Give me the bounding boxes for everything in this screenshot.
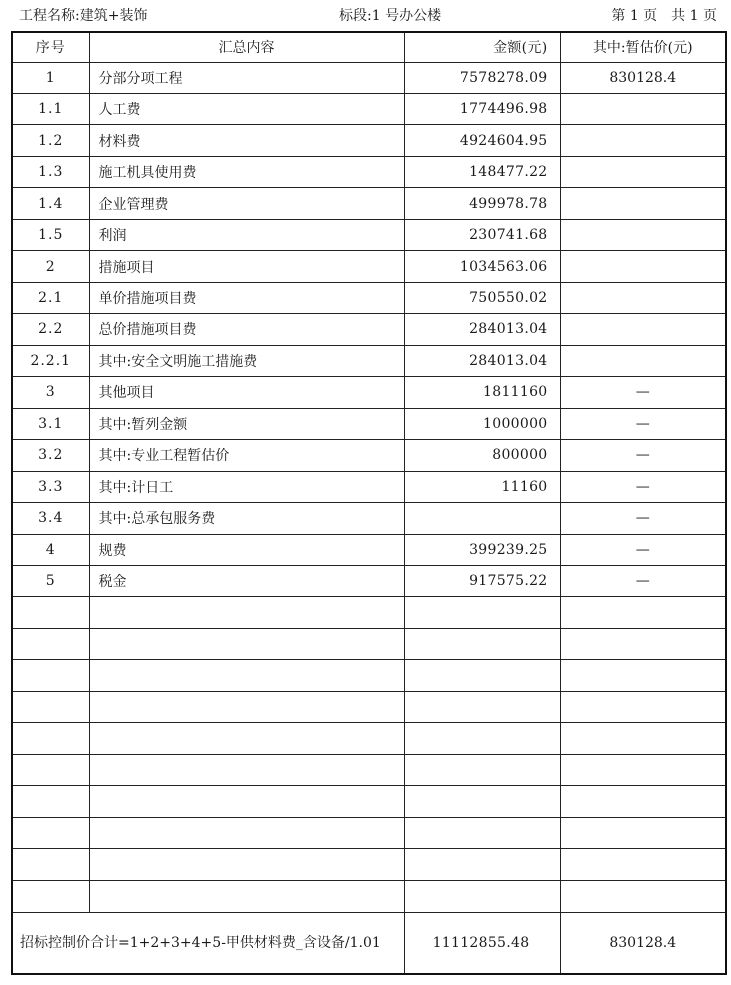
row-amount: 499978.78: [404, 188, 560, 219]
row-estimate: —: [560, 408, 726, 439]
row-estimate: —: [560, 566, 726, 597]
row-estimate: —: [560, 534, 726, 565]
row-number: 1: [12, 62, 89, 93]
page-header: [0, 0, 731, 28]
row-number: 2: [12, 251, 89, 282]
empty-cell: [404, 691, 560, 722]
empty-row: [12, 597, 726, 628]
empty-cell: [12, 723, 89, 754]
row-amount: 7578278.09: [404, 62, 560, 93]
empty-row: [12, 628, 726, 659]
table-row: [12, 62, 726, 93]
empty-cell: [89, 817, 404, 848]
row-amount: 284013.04: [404, 314, 560, 345]
row-number: 2.2: [12, 314, 89, 345]
empty-cell: [12, 754, 89, 785]
empty-cell: [404, 754, 560, 785]
table-row: [12, 534, 726, 565]
row-amount: 917575.22: [404, 566, 560, 597]
empty-row: [12, 849, 726, 880]
empty-cell: [560, 691, 726, 722]
row-amount: 230741.68: [404, 219, 560, 250]
row-content: 单价措施项目费: [89, 282, 404, 313]
row-amount: 11160: [404, 471, 560, 502]
empty-cell: [89, 628, 404, 659]
row-estimate: [560, 93, 726, 124]
row-content: 利润: [89, 219, 404, 250]
empty-cell: [89, 880, 404, 912]
row-content: 企业管理费: [89, 188, 404, 219]
row-amount: [404, 503, 560, 534]
empty-cell: [560, 880, 726, 912]
row-estimate: —: [560, 503, 726, 534]
empty-cell: [404, 723, 560, 754]
row-amount: 4924604.95: [404, 125, 560, 156]
empty-cell: [560, 754, 726, 785]
table-row: [12, 440, 726, 471]
table-row: [12, 314, 726, 345]
row-content: 规费: [89, 534, 404, 565]
empty-cell: [89, 786, 404, 817]
row-estimate: 830128.4: [560, 62, 726, 93]
empty-cell: [404, 817, 560, 848]
row-estimate: [560, 314, 726, 345]
empty-cell: [560, 849, 726, 880]
empty-cell: [12, 849, 89, 880]
row-number: 1.4: [12, 188, 89, 219]
total-estimate: 830128.4: [560, 912, 726, 974]
empty-cell: [12, 660, 89, 691]
row-estimate: [560, 219, 726, 250]
row-estimate: —: [560, 471, 726, 502]
table-row: [12, 156, 726, 187]
row-number: 3.3: [12, 471, 89, 502]
row-content: 分部分项工程: [89, 62, 404, 93]
row-amount: 399239.25: [404, 534, 560, 565]
empty-row: [12, 660, 726, 691]
column-header-content: 汇总内容: [89, 32, 404, 62]
row-estimate: [560, 345, 726, 376]
project-name: 工程名称:建筑+装饰: [19, 8, 148, 24]
empty-cell: [560, 628, 726, 659]
row-estimate: —: [560, 440, 726, 471]
row-number: 1.3: [12, 156, 89, 187]
row-content: 人工费: [89, 93, 404, 124]
empty-row: [12, 691, 726, 722]
row-content: 其中:计日工: [89, 471, 404, 502]
empty-cell: [560, 817, 726, 848]
empty-cell: [404, 597, 560, 628]
row-number: 1.1: [12, 93, 89, 124]
page-number: 第 1 页 共 1 页: [611, 8, 717, 24]
empty-cell: [560, 660, 726, 691]
row-number: 3.2: [12, 440, 89, 471]
empty-cell: [12, 880, 89, 912]
row-estimate: [560, 188, 726, 219]
empty-cell: [560, 723, 726, 754]
row-number: 1.2: [12, 125, 89, 156]
empty-row: [12, 880, 726, 912]
summary-table: [11, 31, 727, 975]
empty-cell: [404, 660, 560, 691]
row-amount: 284013.04: [404, 345, 560, 376]
row-amount: 1000000: [404, 408, 560, 439]
row-number: 3.1: [12, 408, 89, 439]
row-content: 其中:暂列金额: [89, 408, 404, 439]
empty-cell: [89, 723, 404, 754]
row-number: 2.2.1: [12, 345, 89, 376]
row-content: 税金: [89, 566, 404, 597]
empty-cell: [560, 597, 726, 628]
table-row: [12, 93, 726, 124]
row-content: 总价措施项目费: [89, 314, 404, 345]
empty-cell: [404, 786, 560, 817]
empty-cell: [12, 786, 89, 817]
row-amount: 1811160: [404, 377, 560, 408]
empty-cell: [89, 691, 404, 722]
empty-cell: [89, 597, 404, 628]
row-amount: 1774496.98: [404, 93, 560, 124]
empty-cell: [12, 691, 89, 722]
table-row: [12, 219, 726, 250]
empty-cell: [404, 628, 560, 659]
row-content: 施工机具使用费: [89, 156, 404, 187]
row-number: 3.4: [12, 503, 89, 534]
table-row: [12, 377, 726, 408]
table-row: [12, 408, 726, 439]
row-number: 3: [12, 377, 89, 408]
empty-cell: [89, 660, 404, 691]
column-header-no: 序号: [12, 32, 89, 62]
table-footer-row: [12, 912, 726, 974]
row-number: 1.5: [12, 219, 89, 250]
row-content: 材料费: [89, 125, 404, 156]
table-header-row: [12, 32, 726, 62]
table-row: [12, 503, 726, 534]
empty-cell: [404, 849, 560, 880]
total-label: 招标控制价合计=1+2+3+4+5-甲供材料费_含设备/1.01: [12, 912, 404, 974]
column-header-estimate: 其中:暂估价(元): [560, 32, 726, 62]
empty-cell: [12, 628, 89, 659]
table-row: [12, 251, 726, 282]
empty-row: [12, 817, 726, 848]
table-row: [12, 471, 726, 502]
row-amount: 800000: [404, 440, 560, 471]
total-amount: 11112855.48: [404, 912, 560, 974]
row-amount: 1034563.06: [404, 251, 560, 282]
table-row: [12, 345, 726, 376]
column-header-amount: 金额(元): [404, 32, 560, 62]
table-row: [12, 125, 726, 156]
row-estimate: [560, 251, 726, 282]
row-number: 2.1: [12, 282, 89, 313]
section-name: 标段:1 号办公楼: [339, 8, 442, 24]
table-row: [12, 188, 726, 219]
row-amount: 148477.22: [404, 156, 560, 187]
row-amount: 750550.02: [404, 282, 560, 313]
row-estimate: [560, 125, 726, 156]
empty-cell: [12, 817, 89, 848]
row-number: 5: [12, 566, 89, 597]
empty-cell: [404, 880, 560, 912]
empty-row: [12, 786, 726, 817]
row-content: 其中:专业工程暂估价: [89, 440, 404, 471]
empty-cell: [560, 786, 726, 817]
row-content: 措施项目: [89, 251, 404, 282]
empty-cell: [89, 849, 404, 880]
empty-cell: [89, 754, 404, 785]
row-estimate: [560, 156, 726, 187]
row-content: 其中:总承包服务费: [89, 503, 404, 534]
table-row: [12, 566, 726, 597]
table-body: [12, 62, 726, 912]
empty-row: [12, 754, 726, 785]
row-content: 其中:安全文明施工措施费: [89, 345, 404, 376]
row-estimate: —: [560, 377, 726, 408]
row-content: 其他项目: [89, 377, 404, 408]
empty-row: [12, 723, 726, 754]
row-number: 4: [12, 534, 89, 565]
row-estimate: [560, 282, 726, 313]
table-row: [12, 282, 726, 313]
empty-cell: [12, 597, 89, 628]
